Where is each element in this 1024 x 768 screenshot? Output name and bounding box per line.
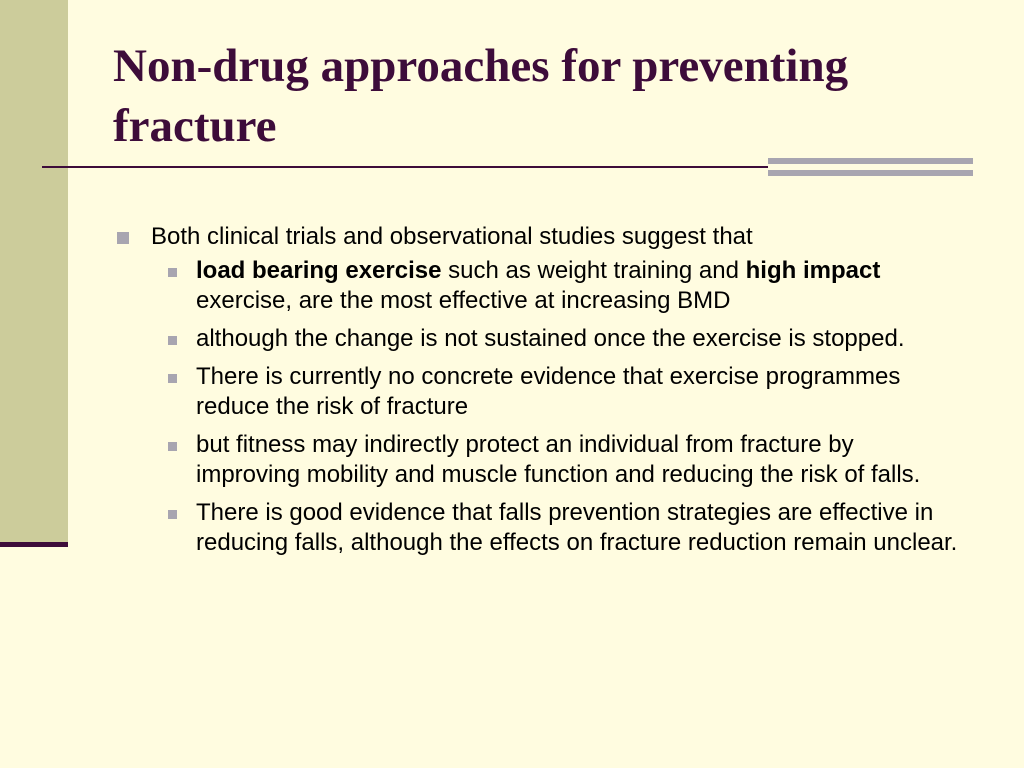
emphasis-text: load bearing exercise [196, 257, 442, 284]
sub-bullet-text: but fitness may indirectly protect an individual from fracture by improving mobility and muscle function and reducing the risk of falls. [196, 431, 921, 488]
square-bullet-icon [168, 268, 177, 277]
square-bullet-icon [168, 442, 177, 451]
sub-bullet-5 [113, 498, 963, 558]
title-rule [42, 166, 768, 168]
slide-content [113, 222, 963, 566]
emphasis-text: high impact [745, 257, 881, 284]
sub-bullet-text: There is good evidence that falls prevention strategies are effective in reducing falls, although the effects on fracture reduction remain unclear. [196, 499, 958, 556]
body-text: such as weight training and [441, 257, 746, 284]
square-bullet-icon [168, 510, 177, 519]
square-bullet-icon [168, 336, 177, 345]
sub-bullet-list [113, 256, 963, 558]
accent-band-bottom [768, 170, 973, 176]
sub-bullet-text: although the change is not sustained once the exercise is stopped. [196, 325, 905, 352]
sub-bullet-1 [113, 256, 963, 316]
sub-bullet-4 [113, 430, 963, 490]
left-decorative-bar [0, 0, 68, 544]
main-bullet-text: Both clinical trials and observational studies suggest that [151, 223, 753, 250]
square-bullet-icon [168, 374, 177, 383]
sub-bullet-text: There is currently no concrete evidence that exercise programmes reduce the risk of fracture [196, 363, 901, 420]
square-bullet-icon [117, 232, 129, 244]
title-accent-bands [768, 158, 973, 179]
main-bullet [113, 222, 963, 252]
sub-bullet-3 [113, 362, 963, 422]
body-text: exercise, are the most effective at increasing BMD [196, 287, 731, 314]
accent-band-top [768, 158, 973, 164]
left-bar-underline [0, 542, 68, 547]
sub-bullet-2 [113, 324, 963, 354]
slide-title: Non-drug approaches for preventing fracture [113, 40, 849, 152]
